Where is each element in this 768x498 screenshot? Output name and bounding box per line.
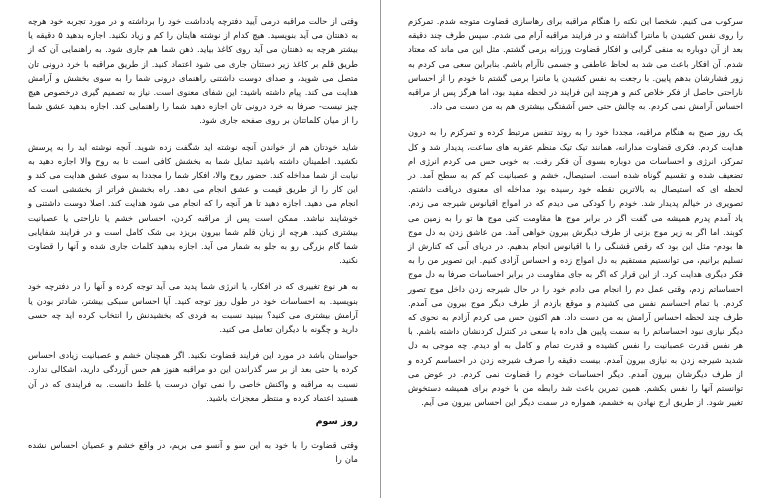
paragraph-gap xyxy=(408,113,743,125)
paragraph-gap xyxy=(28,128,358,140)
right-paragraph-1: سرکوب می کنیم. شخصا این نکته را هنگام مراقبه برای رهاسازی قضاوت متوجه شدم. تمرکزم را روی نفس کشیدن با مانترا گذاشته و در فرایند مراقبه آرام می شدم. سپس طرف چند دقیقه بعد از آن دوباره به منفی گرایی و افکار قضاوت ورزانه برمی گشتم. مثل این می ماند که معتاد شدم. آن افکار باعث می شد به لحاظ عاطفی و جسمی ناآرام باشم. بنابراین سعی می کردم به زور فشارشان بدهم پایین. با رجعت به نفس کشیدن یا مانترا برمی گشتم تا خودم را از احساس ناراحتی حاصل از فکر خلاص کنم و هرچند این فرایند در لحظه مفید بود، اما هرگز پس از مراقبه احساس آرامش نمی کردم. به چالش حتی حس آشفتگی بیشتری هم به من دست می داد. xyxy=(408,16,743,112)
section-heading: روز سوم xyxy=(315,416,358,428)
right-paragraph-2: یک روز صبح به هنگام مراقبه، مجددا خود را به روند تنفس مرتبط کرده و تمرکزم را به درون هدایت کردم. فکری قضاوت مدارانه، همانند تیک تیک منظم عقربه های ساعت، پدیدار شد و کل تمرکز، انرژی و احساسات من دوباره بسوی آن فکر رفت. به خوبی حس می کردم انرژی ام تضعیف شده و تقسیم گوناه شده است. استیصال، خشم و عصبانیت کم کم به سطح آمد. در لحظه ای که استیصال به بالاترین نقطه خود رسیده بود مداخله ای معنوی دریافت داشتم. تصویری در خیالم پدیدار شد. خودم را کودکی می دیدم که در امواج اقیانوس شیرجه می زدم. یاد آمدم پدرم همیشه می گفت اگر در برابر موج ها مقاومت کنی موج ها تو را به زمین می کوبند. اما اگر به زیر موج بزنی از طرف دیگرش بیرون خواهی آمد. من عاشق زدن به دل موج ها بودم- مثل این بود که رقص قشنگی را با اقیانوس انجام بدهیم. در دریای آبی که کنارش از تسلیم برانیم، می توانستیم مستقیم به دل امواج زده و احساس آزادی کنیم. این تصویر من را به فکر دیگری هدایت کرد. از این قرار که اگر به جای مقاومت در برابر احساسات صرفا به دل موج احساساتم زدم، وقتی عمل دم را انجام می دادم خود را در حال شیرجه زدن داخل موج تصور کردم. با تمام احساسم نفس می کشیدم و موقع بازدم از طرف دیگر موج بیرون می آمدم. طرف چند لحظه احساس آرامش به من دست داد. هم اکنون حس می کردم آزادم به نحوی که دیگر نیازی نبود احساساتم را به سمت پایین هل داده یا سعی در کنترل کردنشان داشته باشم. با هر نفس قدرت عصبانیت را نفس کشیده و قدرت تمام و کامل به او دیدم. چه موجی به دل شدید شیرجه زدن به نیازی بیرون آمدم. بیست دقیقه را صرف شیرجه زدن در احساسم کرده و از طرف دیگرشان بیرون آمدم. دیگر احساسات خودم را قضاوت نمی کردم. در عوض می توانستم آنها را نفس بکشم. همین تمرین باعث شد رابطه من با خودم برای همیشه دستخوش تغییر شود. از طریق ارج نهادن به خشمم، همواره در سمت دیگر این احساس بیرون می آیم. xyxy=(408,127,743,408)
paragraph-gap xyxy=(28,267,358,279)
left-paragraph-4: حواستان باشد در مورد این فرایند قضاوت نکنید. اگر همچنان خشم و عصبانیت زیادی احساس کرده یا حتی بعد از بر سر گذراندن این دو مراقبه هنوز هم حس آزردگی دارید، اشکالی ندارد. نسبت به مراقبه و واکنش خاصی را نمی توان درست یا غلط دانست. به فرایندی که در آن هستید اعتماد کرده و منتظر معجزات باشید. xyxy=(28,350,358,403)
left-paragraph-1: وقتی از حالت مراقبه درمی آیید دفترچه یادداشت خود را برداشته و در مورد تجربه خود هرچه به ذهنتان می آید بنویسید. هیچ کدام از نوشته هایتان را کم و زیاد نکنید. اجازه بدهید ۵ دقیقه یا بیشتر هرچه به ذهنتان می آید روی کاغذ بیاید. ذهن شما هم جاری شود. به راهنمایی آن که از طریق قلم بر کاغذ زیر دستتان جاری می شود اعتماد کنید. از طریق مراقبه با خرد درونی تان متصل می شوید، و صدای دوست داشتنی راهنمای درونی شما را به سوی بخشش و آرامش هدایت می کند. پیام داشته باشید: این شفای معنوی است. نیاز به تصمیم گیری درخصوص هیچ چیز نیست- صرفا به خرد درونی تان اجازه دهید شما را راهنمایی کند. اجازه بدهید عشق شما را از میان کلماتتان بر روی صفحه جاری شود. xyxy=(28,16,358,126)
left-paragraph-2: شاید خودتان هم از خواندن آنچه نوشته اید شگفت زده شوید. آنچه نوشته اید را به پرسش نکشید. اطمینان داشته باشید تمایل شما به بخشش کافی است تا به روح والا اجازه دهید به نیابت از شما مداخله کند. حضور روح والا، افکار شما را مجددا به سوی عشق هدایت می کند و این کار را از طریق قیمت و عشق انجام می دهد. راه بخشش فراتر از بخششی است که انجام می دهید. اجازه دهید تا هر آنچه را که انجام می شود هدایت کند. اصلا دوست داشتنی و خوشایند نباشد. ممکن است پس از مراقبه کردن، احساس خشم یا ناراحتی یا عصبانیت بیشتری کنید. هرچه از زبان قلم شما بیرون بریزد بی شک کامل است و در فرایند شفایابی شما گام بزرگی رو به جلو به شمار می آید. اجازه بدهید کلمات جاری شده و آنها را قضاوت نکنید. xyxy=(28,141,358,266)
right-page xyxy=(382,0,763,498)
paragraph-gap xyxy=(28,336,358,348)
paragraph-gap xyxy=(28,429,358,438)
left-paragraph-5: وقتی قضاوت را با خود به این سو و آنسو می بریم، در واقع خشم و عصیان احساس نشده مان را xyxy=(28,440,358,465)
left-page xyxy=(0,0,381,498)
left-paragraph-3: به هر نوع تغییری که در افکار، یا انرژی شما پدید می آید توجه کرده و آنها را در دفترچه خود بنویسید. به احساسات خود در طول روز توجه کنید. آیا احساس سبکی بیشتر، شادتر بودن یا آرامش بیشتری می کنید؟ ببینید نسبت به فردی که بخشیدنش را انتخاب کرده اید چه حسی دارید و چگونه با دیگران تعامل می کنید. xyxy=(28,281,358,335)
paragraph-gap xyxy=(28,405,358,414)
